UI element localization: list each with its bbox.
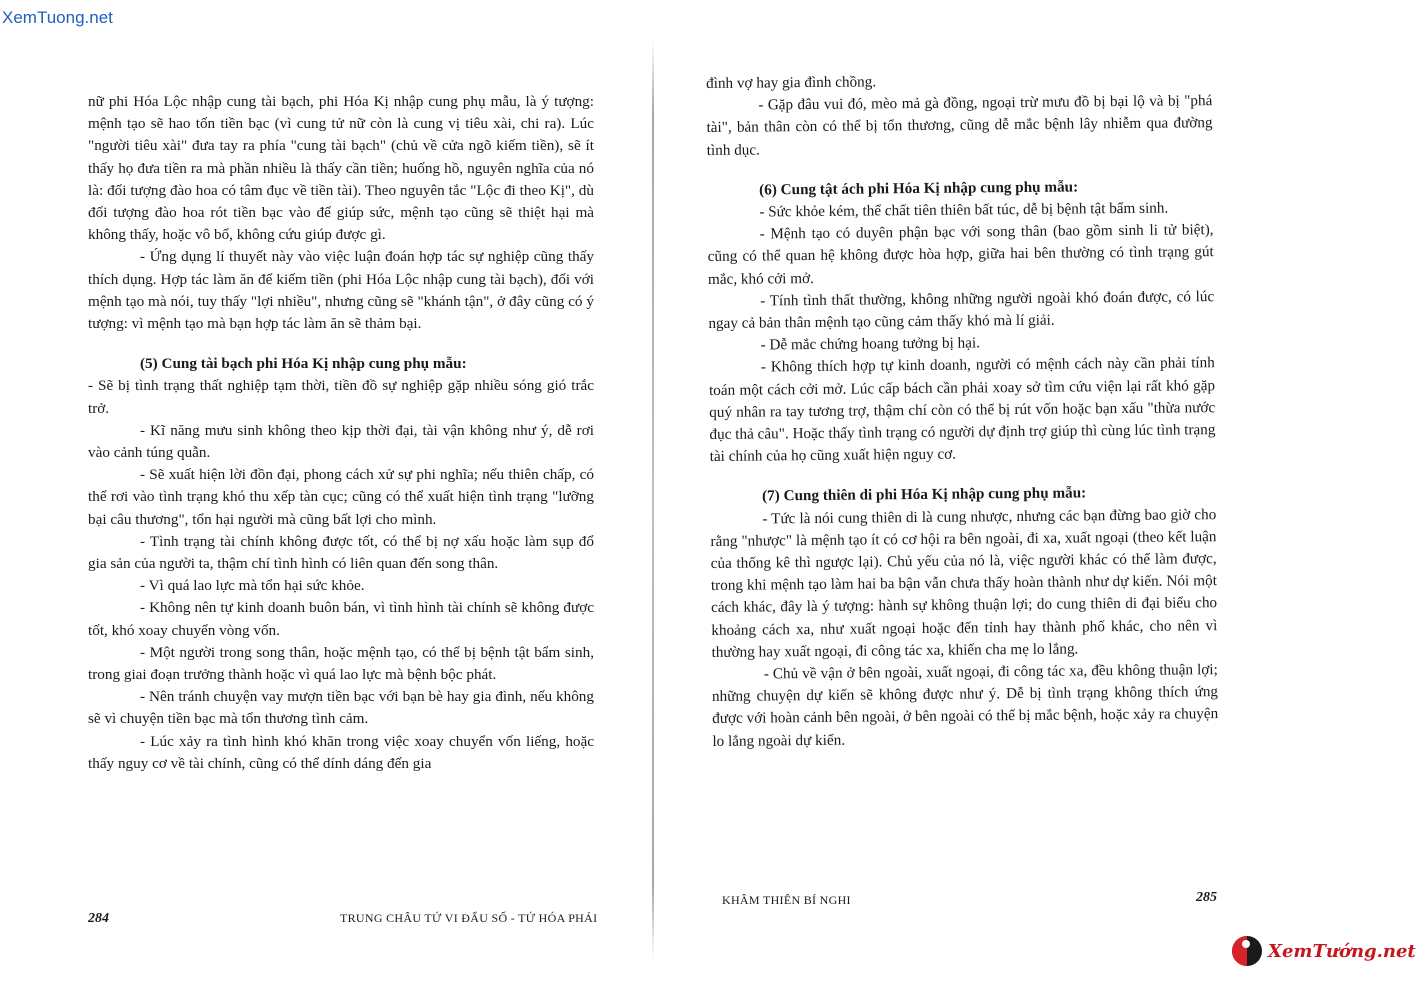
list-item: - Chủ về vận ở bên ngoài, xuất ngoại, đi công tác xa, đều không thuận lợi; những chuyện dự kiến sẽ không được như ý. Dễ bị tình trạng không thích ứng được với hoàn cảnh bên ngoài, ở bên ngoài có thể bị mắc bệnh, hoặc xảy ra chuyện lo lắng ngoài dự kiến. [711,661,1219,750]
list-item: - Tức là nói cung thiên di là cung nhược, nhưng các bạn đừng bao giờ cho rằng "nhược" là mệnh tạo ít có cơ hội ra bên ngoài, đi xa, xuất ngoại (theo kết luận của thống kê thì ngược lại). Chủ yếu của nó là, việc người khác có thể làm được, trong khi mệnh tạo làm hai ba bận vẫn chưa thấy hoàn thành như dự kiến. Nói một cách khác, đây là ý tượng: hành sự không thuận lợi; do cung thiên di đại biểu cho khoảng cách xa, như xuất ngoại hoặc đến tỉnh hay thành phố khác, cho nên vì thường hay xuất ngoại, đi công tác xa, khiến cha mẹ lo lắng. [710,505,1218,661]
site-logo [1232,936,1416,966]
intro-paragraph: nữ phi Hóa Lộc nhập cung tài bạch, phi Hóa Kị nhập cung phụ mẫu, là ý tượng: mệnh tạo sẽ hao tốn tiền bạc (vì cung tử nữ còn là cung vị tiêu xài, chi ra). Lúc "người tiêu xài" đưa tay ra phía "cung tài bạch" (chủ về cửa ngõ kiếm tiền), sẽ ít thấy họ đưa tiền ra mà phần nhiều là thấy cần tiền; huống hồ, nguyên nghĩa của nó là: đối tượng đào hoa có tâm đục về tiền tài). Theo nguyên tắc "Lộc đi theo Kị", dù đối tượng đào hoa rót tiền bạc vào để giúp sức, mệnh tạo cũng sẽ thiệt hại mà không thấy, hoặc vô bổ, không cứu giúp được gì. [88,93,594,244]
list-item: - Vì quá lao lực mà tổn hại sức khỏe. [140,577,365,595]
list-item: - Mệnh tạo có duyên phận bạc với song thân (bao gồm sinh li tử biệt), cũng có thể quan hệ không được hòa hợp, giữa hai bên thường có tình trạng gút mắc, khó cởi mở. [707,221,1214,288]
watermark-top: XemTuong.net [2,8,113,27]
logo-text: XemTướng.net [1268,940,1416,962]
list-item: - Sẽ bị tình trạng thất nghiệp tạm thời, tiền đồ sự nghiệp gặp nhiều sóng gió trắc trở. [88,377,594,417]
book-spine [652,40,654,960]
list-item: - Lúc xảy ra tình hình khó khăn trong việc xoay chuyển vốn liếng, hoặc thấy nguy cơ về tài chính, cũng có thể dính dáng đến gia [88,732,594,772]
continuation-line: đình vợ hay gia đình chồng. [706,73,877,92]
list-item: - Không thích hợp tự kinh doanh, người có mệnh cách này cần phải tính toán một cách cởi mở. Lúc cấp bách cần phải xoay sở tìm cứu viện lại rất khó gặp quý nhân ra tay tương trợ, thậm chí còn có thể bị rút vốn hoặc bạn xấu "thừa nước đục thả câu". Hoặc thấy tình trạng có người dự định trợ giúp thì cùng lúc tình trạng tài chính của họ cũng xuất hiện nguy cơ. [708,354,1216,466]
running-footer-left: TRUNG CHÂU TỨ VI ĐẨU SỐ - TỨ HÓA PHÁI [340,911,598,925]
section-heading-7: (7) Cung thiên di phi Hóa Kị nhập cung phụ mẫu: [761,484,1087,505]
left-page [88,91,594,775]
page-number-right: 285 [1196,890,1217,905]
list-item: - Một người trong song thân, hoặc mệnh tạo, có thể bị bệnh tật bẩm sinh, trong giai đoạn trưởng thành hoặc vì quá lao lực mà bệnh bộc phát. [88,643,594,684]
list-item: - Nên tránh chuyện vay mượn tiền bạc với bạn bè hay gia đình, nếu không sẽ vì chuyện tiền bạc mà tổn thương tình cảm. [88,688,594,728]
list-item: - Kĩ năng mưu sinh không theo kịp thời đại, tài vận không như ý, dễ rơi vào cảnh túng quẫn. [88,421,594,462]
right-page [706,68,1219,753]
list-item: - Sức khỏe kém, thể chất tiên thiên bất túc, dễ bị bệnh tật bẩm sinh. [759,199,1169,221]
list-item: - Dễ mắc chứng hoang tưởng bị hại. [760,334,981,354]
intro-paragraph: - Ứng dụng lí thuyết này vào việc luận đoán hợp tác sự nghiệp cũng thấy thích dụng. Hợp tác làm ăn để kiếm tiền (phi Hóa Lộc nhập cung tài bạch), đối với mệnh tạo mà nói, tuy thấy "lợi nhiều", nhưng cũng sẽ "khánh tận", ở đây cũng có ý tượng: vì mệnh tạo mà bạn hợp tác làm ăn sẽ thảm bại. [88,248,594,333]
list-item: - Sẽ xuất hiện lời đồn đại, phong cách xử sự phi nghĩa; nếu thiên chấp, có thể rơi vào tình trạng khó thu xếp tàn cục; cũng có thể xuất hiện tình trạng "lưỡng bại câu thương", tổn hại người mà cũng bất lợi cho mình. [88,466,594,528]
running-footer-right: KHÂM THIÊN BÍ NGHI [722,893,851,907]
section-heading-5: (5) Cung tài bạch phi Hóa Kị nhập cung phụ mẫu: [140,355,467,373]
list-item: - Không nên tự kinh doanh buôn bán, vì tình hình tài chính sẽ không được tốt, khó xoay chuyển vòng vốn. [88,599,594,639]
list-item: - Tình trạng tài chính không được tốt, có thể bị nợ xấu hoặc làm sụp đổ gia sản của người ta, thậm chí tình hình có liên quan đến song thân. [88,532,594,573]
list-item: - Tính tình thất thường, không những người ngoài khó đoán được, có lúc ngay cả bản thân mệnh tạo cũng cảm thấy khó mà lí giải. [708,287,1215,333]
section-heading-6: (6) Cung tật ách phi Hóa Kị nhập cung phụ mẫu: [759,178,1079,199]
page-number-left: 284 [88,911,109,926]
yin-yang-icon [1232,936,1262,966]
list-item: - Gặp đâu vui đó, mèo mả gà đồng, ngoại trừ mưu đồ bị bại lộ và bị "phá tài", bản thân còn có thể bị tổn thương, cũng dễ mắc bệnh lây nhiễm qua đường tình dục. [706,92,1213,159]
